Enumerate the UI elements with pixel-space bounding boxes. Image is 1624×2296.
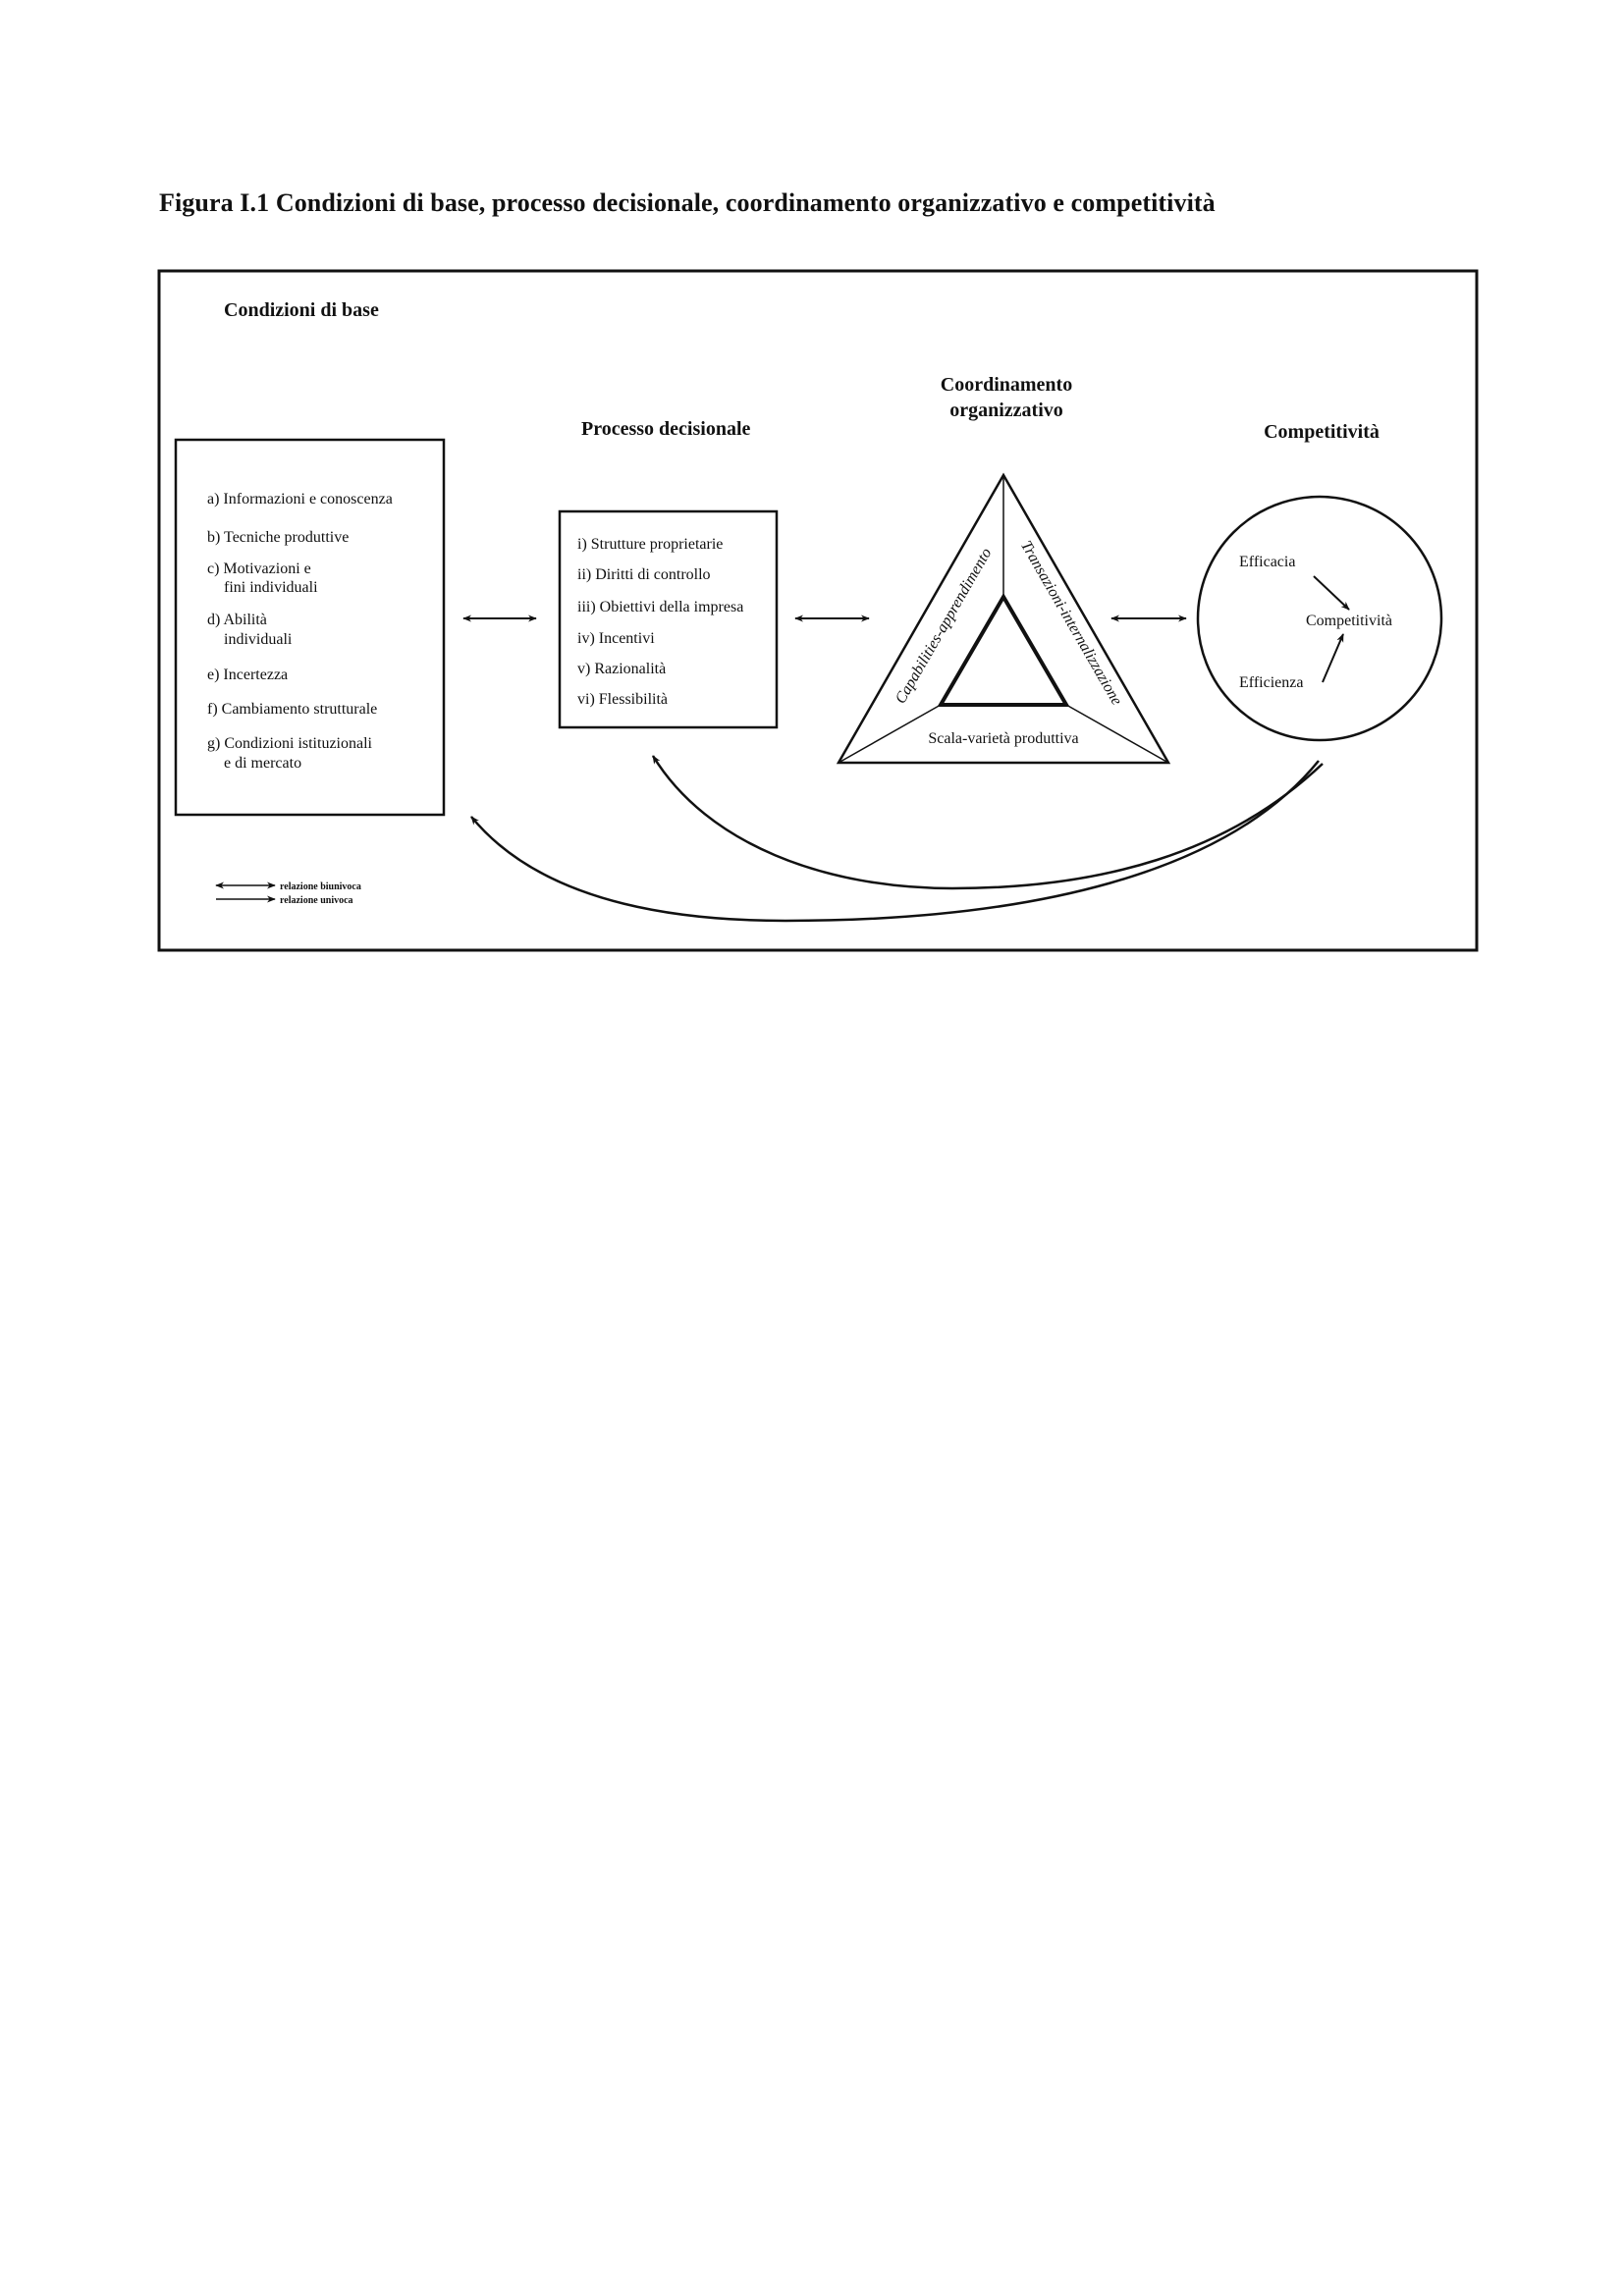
- side-label-capabilities: Capabilities-apprendimento: [892, 545, 996, 707]
- coordination-heading-line1: Coordinamento: [940, 374, 1073, 396]
- decision-item-i: i) Strutture proprietarie: [577, 536, 724, 553]
- legend: [216, 881, 361, 906]
- feedback-arrow-to-conditions: [471, 761, 1319, 921]
- side-label-scale: Scala-varietà produttiva: [928, 730, 1079, 747]
- feedback-arrow-to-decision: [653, 756, 1323, 888]
- decision-item-v: v) Razionalità: [577, 661, 667, 677]
- legend-unidirectional-label: relazione univoca: [280, 895, 353, 906]
- decision-item-iii: iii) Obiettivi della impresa: [577, 599, 744, 615]
- decision-list: [577, 536, 743, 708]
- conditions-item-g-cont: e di mercato: [224, 755, 302, 772]
- decision-item-iv: iv) Incentivi: [577, 630, 655, 647]
- side-label-transactions: Transazioni-internalizzazione: [1016, 538, 1125, 709]
- conditions-item-g: g) Condizioni istituzionali: [207, 735, 372, 752]
- conditions-item-d: d) Abilità: [207, 612, 267, 628]
- conditions-item-f: f) Cambiamento strutturale: [207, 701, 378, 718]
- efficacy-label: Efficacia: [1239, 554, 1296, 570]
- coordination-heading-line2: organizzativo: [949, 400, 1063, 421]
- conditions-item-c-cont: fini individuali: [224, 579, 318, 596]
- competitiveness-heading: Competitività: [1264, 421, 1380, 443]
- conditions-item-c: c) Motivazioni e: [207, 561, 311, 577]
- efficiency-label: Efficienza: [1239, 674, 1304, 691]
- legend-bidirectional-label: relazione biunivoca: [280, 881, 361, 892]
- conditions-item-b: b) Tecniche produttive: [207, 529, 350, 546]
- decision-heading: Processo decisionale: [581, 418, 751, 440]
- figure-title: Figura I.1 Condizioni di base, processo decisionale, coordinamento organizzativo e competitività: [159, 188, 1216, 217]
- arrow-efficiency: [1323, 634, 1343, 682]
- arrow-efficacy: [1314, 576, 1349, 610]
- decision-item-ii: ii) Diritti di controllo: [577, 566, 711, 583]
- conditions-item-d-cont: individuali: [224, 631, 293, 648]
- conditions-item-e: e) Incertezza: [207, 667, 289, 683]
- conditions-item-a: a) Informazioni e conoscenza: [207, 491, 393, 507]
- figure-frame: [159, 271, 1477, 950]
- conditions-heading: Condizioni di base: [224, 299, 379, 321]
- competitiveness-center-label: Competitività: [1306, 613, 1392, 629]
- conditions-list: [207, 491, 393, 772]
- decision-item-vi: vi) Flessibilità: [577, 691, 668, 708]
